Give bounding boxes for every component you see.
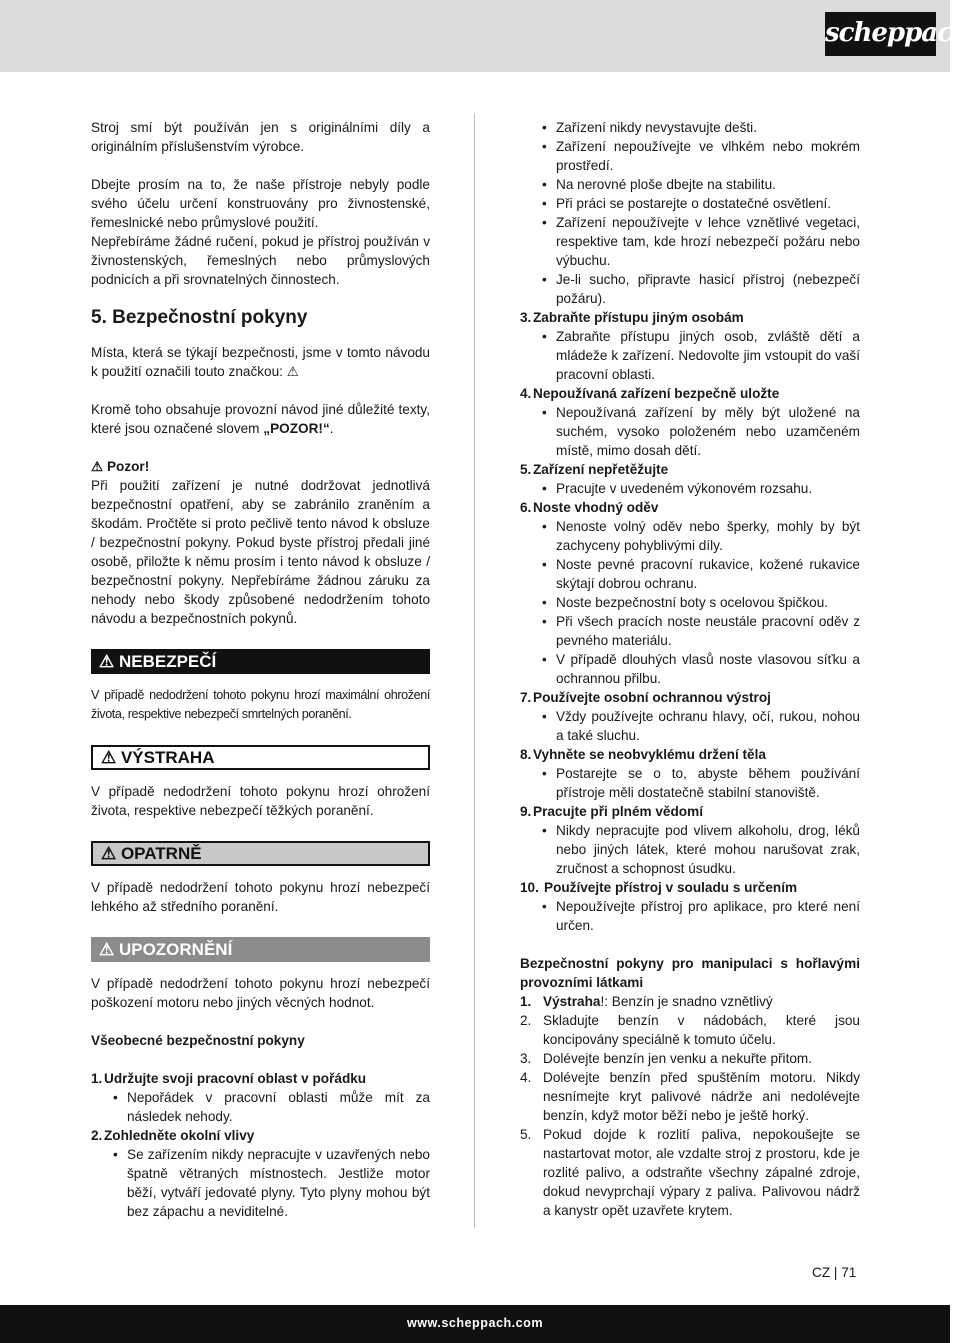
item-6-number: 6. xyxy=(520,500,532,515)
item-4-title-text: Nepoužívaná zařízení bezpečně uložte xyxy=(533,386,780,401)
item-8-title-text: Vyhněte se neobvyklému držení těla xyxy=(533,747,766,762)
pozor-paragraph xyxy=(91,400,430,438)
left-column xyxy=(91,118,430,1221)
list-item: • Nepoužívejte přístroj pro aplikace, pro které není určen. xyxy=(520,897,860,935)
item-6-title-text: Noste vhodný oděv xyxy=(533,500,659,515)
footer-bar xyxy=(0,1305,950,1343)
list-item xyxy=(520,1125,860,1220)
list-item: • Noste pevné pracovní rukavice, kožené rukavice skýtají dobrou ochranu. xyxy=(520,555,860,593)
column-divider xyxy=(474,113,475,1228)
fuel-item-text: Dolévejte benzín před spuštěním motoru. Nikdy nesnímejte kryt palivové nádrže ani nedolévejte benzín, když motor běží nebo je ještě horký. xyxy=(543,1070,860,1123)
list-item: • Při práci se postarejte o dostatečné osvětlení. xyxy=(520,194,860,213)
list-item: • Zařízení nepoužívejte ve vlhkém nebo mokrém prostředí. xyxy=(520,137,860,175)
item-7-title xyxy=(520,688,860,707)
list-item xyxy=(520,992,860,1011)
item-3-list xyxy=(520,327,860,384)
list-item: • Noste bezpečnostní boty s ocelovou špičkou. xyxy=(520,593,860,612)
safety-symbol-paragraph: Místa, která se týkají bezpečnosti, jsme v tomto návodu k použití označili touto značkou: ⚠ xyxy=(91,345,430,379)
item-10-number: 10. xyxy=(520,880,539,895)
item-9-title-text: Pracujte při plném vědomí xyxy=(533,804,703,819)
item-9-number: 9. xyxy=(520,804,532,819)
list-item: • Nepoužívaná zařízení by měly být uložené na suchém, vysoko položeném nebo uzamčeném místě, mimo dosah dětí. xyxy=(520,403,860,460)
warning-label: ⚠ VÝSTRAHA xyxy=(91,745,430,770)
item-4-list xyxy=(520,403,860,460)
item-1-list xyxy=(91,1088,430,1126)
item-2-list xyxy=(91,1145,430,1221)
danger-text: V případě nedodržení tohoto pokynu hrozí maximální ohrožení života, respektive nebezpečí smrtelných poranění. xyxy=(91,688,430,721)
list-item: • Zařízení nikdy nevystavujte dešti. xyxy=(520,118,860,137)
list-item: • Na nerovné ploše dbejte na stabilitu. xyxy=(520,175,860,194)
list-item: • Je-li sucho, připravte hasicí přístroj (nebezpečí požáru). xyxy=(520,270,860,308)
pozor-paragraph-text: Kromě toho obsahuje provozní návod jiné důležité texty, které jsou označené slovem xyxy=(91,402,430,436)
list-item: • Při všech pracích noste neustále pracovní oděv z pevného materiálu. xyxy=(520,612,860,650)
item-8-title xyxy=(520,745,860,764)
item-9-title xyxy=(520,802,860,821)
item-6-title xyxy=(520,498,860,517)
list-item xyxy=(520,1011,860,1049)
section-heading: 5. Bezpečnostní pokyny xyxy=(91,307,308,328)
list-item: • Pracujte v uvedeném výkonovém rozsahu. xyxy=(520,479,860,498)
list-item: • V případě dlouhých vlasů noste vlasovou síťku a ochrannou přilbu. xyxy=(520,650,860,688)
intro-paragraph-1: Stroj smí být používán jen s originálními díly a originálním příslušenstvím výrobce. xyxy=(91,120,430,154)
item-5-title xyxy=(520,460,860,479)
fuel-warning-keyword: Výstraha xyxy=(543,994,601,1009)
fuel-list xyxy=(520,992,860,1220)
item-7-number: 7. xyxy=(520,690,532,705)
general-safety-title: Všeobecné bezpečnostní pokyny xyxy=(91,1033,305,1048)
fuel-item-text: Pokud dojde k rozlití paliva, nepokoušejte se nastartovat motor, ale vzdalte stroj z prostoru, kde je rozlité palivo, a odstraňte všechny zápalné zdroje, dokud nevyprchají výpary z paliva. Palivovou nádrž a kanystr opět uzavřete krytem. xyxy=(543,1127,860,1218)
item-7-title-text: Používejte osobní ochrannou výstroj xyxy=(533,690,771,705)
item-5-number: 5. xyxy=(520,462,532,477)
fuel-item-text: !: Benzín je snadno vznětlivý xyxy=(600,994,773,1009)
item-2-title-text: Zohledněte okolní vlivy xyxy=(104,1128,255,1143)
pozor-keyword: „POZOR!“ xyxy=(263,421,330,436)
item-10-list xyxy=(520,897,860,935)
item-1-title-text: Udržujte svoji pracovní oblast v pořádku xyxy=(104,1071,367,1086)
list-item: • Zabraňte přístupu jiných osob, zvláště dětí a mládeže k zařízení. Nedovolte jim vstoupit do vaší pracovní oblasti. xyxy=(520,327,860,384)
item-5-title-text: Zařízení nepřetěžujte xyxy=(533,462,669,477)
item-1-number: 1. xyxy=(91,1071,103,1086)
intro-paragraph-2: Dbejte prosím na to, že naše přístroje nebyly podle svého účelu určení konstruovány pro živnostenské, řemeslnické nebo průmyslové použití. xyxy=(91,177,430,230)
item-8-number: 8. xyxy=(520,747,532,762)
item-7-list xyxy=(520,707,860,745)
fuel-item-number: 5. xyxy=(520,1127,532,1142)
footer-url[interactable]: www.scheppach.com xyxy=(406,1316,544,1330)
item-3-number: 3. xyxy=(520,310,532,325)
caution-text: V případě nedodržení tohoto pokynu hrozí nebezpečí lehkého až středního poranění. xyxy=(91,880,430,914)
notice-text: V případě nedodržení tohoto pokynu hrozí nebezpečí poškození motoru nebo jiných věcných hodnot. xyxy=(91,976,430,1010)
right-column xyxy=(520,118,860,1220)
caution-label: ⚠ OPATRNĚ xyxy=(91,841,430,866)
item-10-title xyxy=(520,878,860,897)
item-9-list xyxy=(520,821,860,878)
fuel-item-number: 3. xyxy=(520,1051,532,1066)
list-item xyxy=(520,1068,860,1125)
page-number: CZ | 71 xyxy=(812,1265,857,1280)
list-item: • Vždy používejte ochranu hlavy, očí, rukou, nohou a také sluchu. xyxy=(520,707,860,745)
fuel-item-number: 4. xyxy=(520,1070,532,1085)
item-3-title xyxy=(520,308,860,327)
fuel-item-text: Skladujte benzín v nádobách, které jsou koncipovány speciálně k tomuto účelu. xyxy=(543,1013,860,1047)
item-1-title xyxy=(91,1069,430,1088)
fuel-item-number: 1. xyxy=(520,994,532,1009)
list-item: • Nenoste volný oděv nebo šperky, mohly by být zachyceny pohyblivými díly. xyxy=(520,517,860,555)
item-10-title-text: Používejte přístroj v souladu s určením xyxy=(544,880,798,895)
fuel-item-text: Dolévejte benzín jen venku a nekuřte přitom. xyxy=(543,1051,813,1066)
warning-text: V případě nedodržení tohoto pokynu hrozí ohrožení života, respektive nebezpečí těžkých poranění. xyxy=(91,784,430,818)
item-8-list xyxy=(520,764,860,802)
header-bar xyxy=(0,0,950,72)
brand-logo: scheppach xyxy=(825,12,936,56)
environment-list xyxy=(520,118,860,308)
item-5-list xyxy=(520,479,860,498)
list-item xyxy=(520,1049,860,1068)
list-item: • Zařízení nepoužívejte v lehce vznětlivé vegetaci, respektive tam, kde hrozí nebezpečí požáru nebo výbuchu. xyxy=(520,213,860,270)
danger-label: ⚠ NEBEZPEČÍ xyxy=(91,649,430,674)
list-item: • Postarejte se o to, abyste během používání přístroje měli dostatečně stabilní stanoviště. xyxy=(520,764,860,802)
pozor-title: ⚠ Pozor! xyxy=(91,459,150,474)
item-3-title-text: Zabraňte přístupu jiným osobám xyxy=(533,310,744,325)
item-2-title xyxy=(91,1126,430,1145)
list-item: • Nepořádek v pracovní oblasti může mít za následek nehody. xyxy=(91,1088,430,1126)
item-4-number: 4. xyxy=(520,386,532,401)
pozor-paragraph-end: . xyxy=(329,421,334,436)
intro-paragraph-3: Nepřebíráme žádné ručení, pokud je přístroj používán v živnostenských, řemeslných nebo průmyslových podnicích a při srovnatelných činnostech. xyxy=(91,234,430,287)
item-6-list xyxy=(520,517,860,688)
list-item: • Nikdy nepracujte pod vlivem alkoholu, drog, léků nebo jiných látek, které mohou narušovat zrak, zručnost a schopnost úsudku. xyxy=(520,821,860,878)
fuel-safety-title: Bezpečnostní pokyny pro manipulaci s hořlavými provozními látkami xyxy=(520,956,860,990)
pozor-text: Při použití zařízení je nutné dodržovat jednotlivá bezpečnostní opatření, aby se zabránilo zraněním a škodám. Pročtěte si proto pečlivě tento návod k obsluze / bezpečnostní pokyny. Pokud byste přístroj předali jiné osobě, přiložte k němu prosím i tento návod k obsluze / bezpečnostní pokyny. Nepřebíráme žádnou záruku za nehody nebo škody způsobené nedodržením tohoto návodu a bezpečnostních pokynů. xyxy=(91,478,430,626)
fuel-item-number: 2. xyxy=(520,1013,532,1028)
item-4-title xyxy=(520,384,860,403)
notice-label: ⚠ UPOZORNĚNÍ xyxy=(91,937,430,962)
list-item: • Se zařízením nikdy nepracujte v uzavřených nebo špatně větraných místnostech. Jestliže motor běží, vytváří jedovaté plyny. Tyto plyny mohou být bez zápachu a neviditelné. xyxy=(91,1145,430,1221)
item-2-number: 2. xyxy=(91,1128,103,1143)
